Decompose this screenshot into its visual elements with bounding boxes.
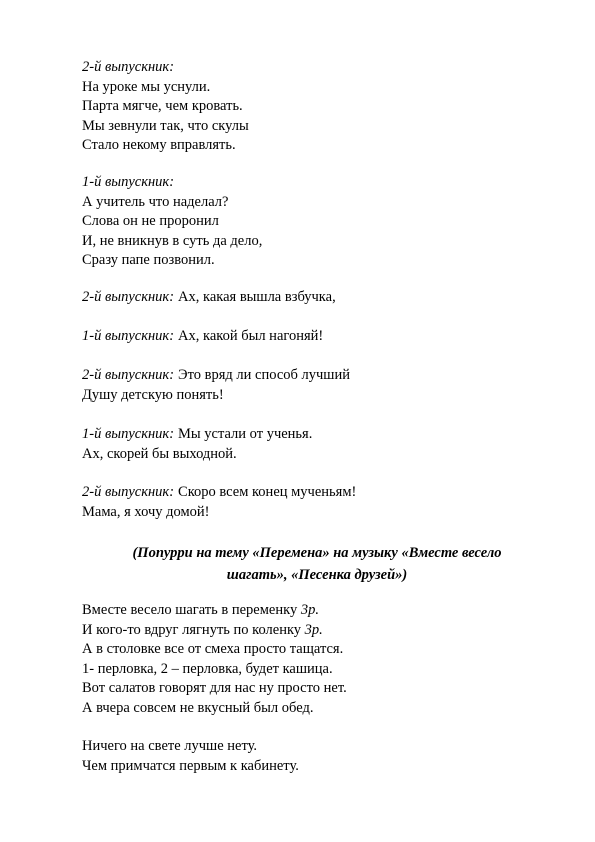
dialogue-line: Ах, скорей бы выходной.: [82, 445, 237, 462]
song-line-text: Вот салатов говорят для нас ну просто нет.: [82, 680, 347, 697]
song-line: [82, 660, 522, 680]
dialogue-line: [82, 483, 522, 503]
song-line: [82, 699, 522, 719]
dialogue-text: Ах, какой был нагоняй!: [178, 328, 324, 344]
speaker-label: 2-й выпускник:: [82, 59, 175, 75]
repeat-note: 3р.: [300, 602, 319, 618]
dialogue-text: Мы устали от ученья.: [178, 426, 313, 442]
song-title-line: (Попурри на тему «Перемена» на музыку «Вместе весело: [132, 545, 502, 561]
dialogue-text: Это вряд ли способ лучший: [178, 367, 350, 383]
dialogue-line: Мама, я хочу домой!: [82, 503, 210, 520]
dialogue-line: [82, 327, 522, 347]
verse-line: Мы зевнули так, что скулы: [82, 117, 249, 134]
verse-line: Стало некому вправлять.: [82, 137, 236, 154]
speaker-label: 2-й выпускник:: [82, 367, 175, 383]
exchange-1: [82, 288, 522, 308]
exchange-3: [82, 366, 522, 405]
song-line-text: Вместе весело шагать в переменку: [82, 602, 301, 618]
dialogue-text: Ах, какая вышла взбучка,: [178, 289, 336, 305]
verse-line: И, не вникнув в суть да дело,: [82, 232, 263, 249]
exchange-4: [82, 425, 522, 464]
exchange-5: [82, 483, 522, 522]
dialogue-line: Душу детскую понять!: [82, 386, 224, 403]
song-line: Чем примчатся первым к кабинету.: [82, 757, 299, 774]
dialogue-text: Скоро всем конец мученьям!: [178, 484, 357, 500]
song-line: Ничего на свете лучше нету.: [82, 738, 258, 754]
verse-line: Парта мягче, чем кровать.: [82, 98, 243, 115]
verse-line: А учитель что наделал?: [82, 193, 229, 210]
speaker-label: 2-й выпускник:: [82, 484, 175, 500]
song-title-line: шагать», «Песенка друзей»): [226, 567, 408, 583]
speaker-label: 2-й выпускник:: [82, 289, 175, 305]
song-line-text: 1- перловка, 2 – перловка, будет кашица.: [82, 660, 333, 677]
song-verse-2: [82, 737, 522, 776]
song-title: [82, 542, 552, 586]
verse-line: Сразу папе позвонил.: [82, 252, 215, 269]
song-line: [82, 640, 522, 660]
song-line: [82, 679, 522, 699]
stanza-2: [82, 173, 522, 271]
song-verse-1: [82, 601, 522, 719]
song-line-text: И кого-то вдруг лягнуть по коленку: [82, 621, 305, 638]
song-line: [82, 601, 522, 621]
stanza-1: [82, 58, 522, 156]
exchange-2: [82, 327, 522, 347]
song-line: [82, 621, 522, 641]
speaker-label: 1-й выпускник:: [82, 174, 175, 190]
song-line-text: А вчера совсем не вкусный был обед.: [82, 699, 314, 716]
repeat-note: 3р.: [304, 621, 323, 638]
song-line-text: А в столовке все от смеха просто тащатся.: [82, 641, 344, 658]
dialogue-line: [82, 288, 522, 308]
dialogue-line: [82, 366, 522, 386]
verse-line: На уроке мы уснули.: [82, 78, 211, 95]
speaker-label: 1-й выпускник:: [82, 426, 175, 442]
dialogue-line: [82, 425, 522, 445]
verse-line: Слова он не проронил: [82, 213, 219, 230]
speaker-label: 1-й выпускник:: [82, 328, 175, 344]
